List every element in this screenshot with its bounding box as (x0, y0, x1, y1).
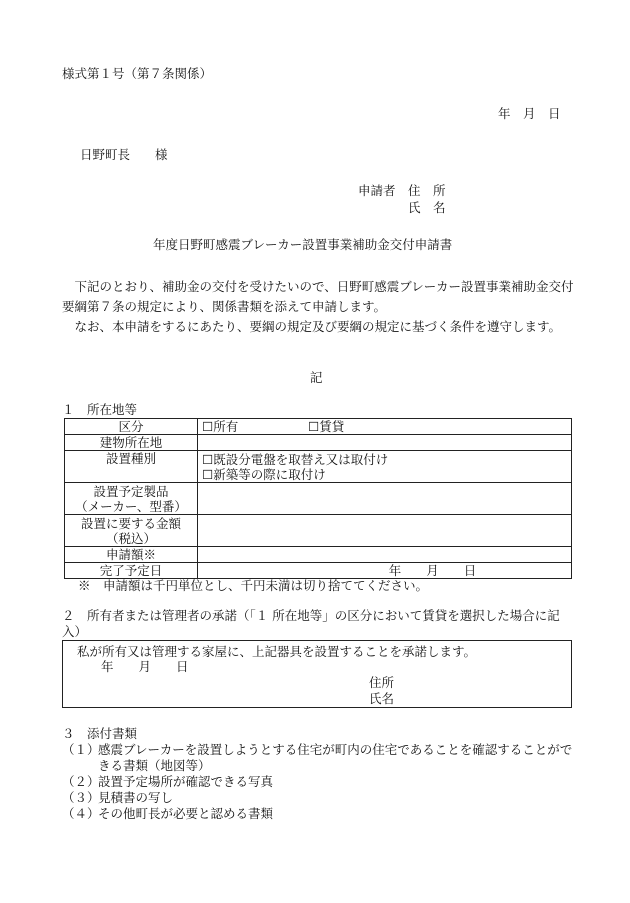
table-row (65, 451, 572, 483)
cost-label-line2: （税込） (105, 530, 156, 546)
amount-note: ※ 申請額は千円単位とし、千円未満は切り捨ててください。 (78, 578, 429, 593)
location-table (64, 418, 572, 579)
consent-date[interactable]: 年 月 日 (101, 659, 189, 674)
completion-label: 完了予定日 (65, 563, 198, 579)
addressee: 日野町長 様 (80, 147, 168, 162)
consent-statement: 私が所有又は管理する家屋に、上記器具を設置することを承諾します。 (77, 644, 477, 659)
body-paragraph-1: 下記のとおり、補助金の交付を受けたいので、日野町感震ブレーカー設置事業補助金交付要綱第７条の規定により、関係書類を添えて申請します。 (62, 279, 574, 314)
applicant-name-label: 氏 名 (408, 200, 446, 215)
cost-label (65, 515, 198, 547)
amount-input[interactable] (198, 547, 572, 563)
attachment-num-4: （４） (62, 806, 100, 821)
checkbox-newbuild[interactable]: ☐新築等の際に取付け (202, 466, 326, 482)
attachment-text-3: 見積書の写し (98, 790, 174, 805)
type-label: 設置種別 (65, 451, 198, 483)
date-line: 年 月 日 (498, 106, 561, 121)
product-label (65, 483, 198, 515)
product-label-line2: （メーカー、型番） (75, 498, 187, 514)
consent-address-label: 住所 (369, 675, 395, 690)
form-number: 様式第１号（第７条関係） (62, 66, 213, 81)
consent-name-label: 氏名 (369, 691, 395, 706)
checkbox-owned[interactable]: ☐所有 (202, 419, 239, 434)
completion-date-input[interactable]: 年 月 日 (198, 563, 572, 579)
section2-heading: ２ 所有者または管理者の承諾（「１ 所在地等」の区分において賃貸を選択した場合に記入） (62, 608, 560, 639)
consent-box (62, 640, 572, 708)
cost-label-line1: 設置に要する金額 (80, 515, 181, 531)
address-label: 建物所在地 (65, 435, 198, 451)
section3-heading: ３ 添付書類 (62, 726, 138, 741)
checkbox-rented[interactable]: ☐賃貸 (308, 419, 345, 434)
body-paragraph-2: なお、本申請をするにあたり、要綱の規定及び要綱の規定に基づく条件を遵守します。 (74, 319, 562, 334)
type-options (198, 451, 572, 483)
attachment-text-4: その他町長が必要と認める書類 (98, 806, 274, 821)
table-row (65, 419, 572, 435)
address-input[interactable] (198, 435, 572, 451)
table-row (65, 547, 572, 563)
table-row (65, 563, 572, 579)
cost-input[interactable] (198, 515, 572, 547)
table-row (65, 483, 572, 515)
attachment-text-1: 感震ブレーカーを設置しようとする住宅が町内の住宅であることを確認することができる書類（地図等） (98, 742, 573, 773)
product-input[interactable] (198, 483, 572, 515)
kubun-options (198, 419, 572, 435)
document-title: 年度日野町感震ブレーカー設置事業補助金交付申請書 (153, 237, 453, 252)
table-row (65, 435, 572, 451)
section1-heading: １ 所在地等 (62, 402, 138, 417)
applicant-address-label: 住 所 (408, 183, 446, 198)
applicant-label: 申請者 (358, 183, 396, 198)
kubun-label: 区分 (65, 419, 198, 435)
table-row (65, 515, 572, 547)
attachment-text-2: 設置予定場所が確認できる写真 (98, 774, 274, 789)
checkbox-replace[interactable]: ☐既設分電盤を取替え又は取付け (202, 451, 389, 467)
attachment-num-1: （１） (62, 742, 100, 757)
amount-label: 申請額※ (65, 547, 198, 563)
attachment-num-2: （２） (62, 774, 100, 789)
ki-label: 記 (310, 370, 323, 385)
attachment-num-3: （３） (62, 790, 100, 805)
product-label-line1: 設置予定製品 (93, 483, 169, 499)
